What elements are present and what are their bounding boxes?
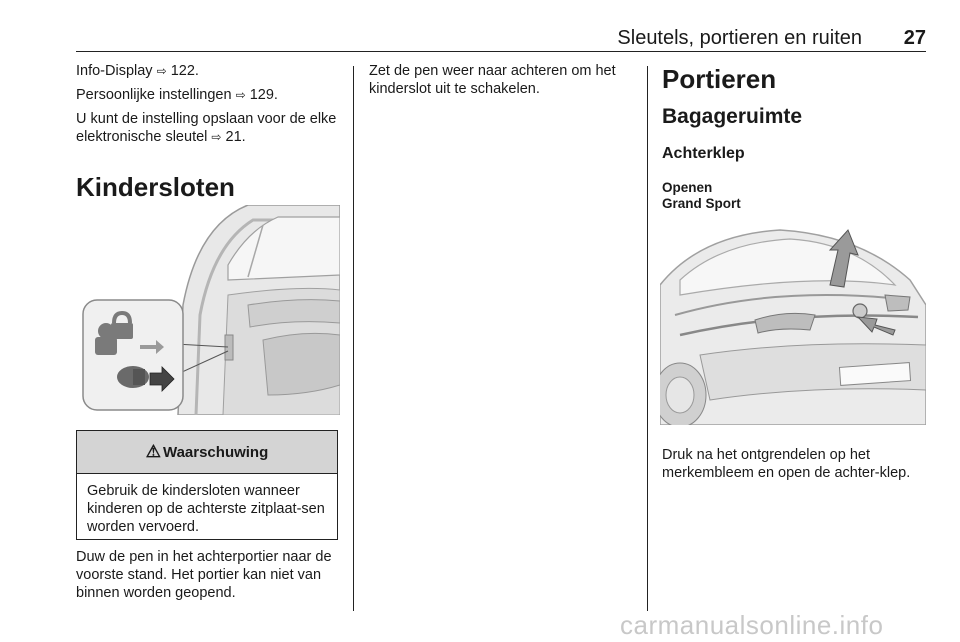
instruction-push-pin: Duw de pen in het achterportier naar de voorste stand. Het portier kan niet van binnen worden geopend. — [76, 549, 332, 601]
warning-header: ⚠ Waarschuwing — [77, 431, 337, 474]
page-number: 27 — [903, 27, 926, 49]
column-3 — [662, 64, 932, 212]
header-rule — [76, 51, 926, 52]
xref-link[interactable]: 21. — [225, 129, 246, 145]
heading-achterklep: Achterklep — [662, 145, 745, 162]
xref-personal-settings: Persoonlijke instellingen ⇨ 129. — [76, 87, 278, 103]
column-divider-1 — [353, 66, 354, 611]
warning-text: Gebruik de kindersloten wanneer kinderen op de achterste zitplaat-sen worden vervoerd. — [87, 483, 325, 535]
page-header — [76, 26, 926, 50]
arrow-icon: ⇨ — [156, 64, 167, 78]
warning-icon: ⚠ — [145, 442, 161, 461]
child-lock-illustration — [78, 205, 340, 415]
column-1 — [76, 62, 346, 152]
column-divider-2 — [647, 66, 648, 611]
heading-bagageruimte: Bagageruimte — [662, 105, 803, 128]
instruction-release-pin: Zet de pen weer naar achteren om het kinderslot uit te schakelen. — [369, 63, 616, 97]
warning-box — [76, 430, 338, 540]
xref-info-display: Info-Display ⇨ 122. — [76, 63, 199, 79]
heading-portieren: Portieren — [662, 64, 777, 94]
instruction-open-tailgate: Druk na het ontgrendelen op het merkembleem en open de achter-klep. — [662, 447, 911, 481]
heading-grand-sport: Grand Sport — [662, 196, 741, 211]
tailgate-illustration — [660, 225, 926, 425]
xref-key-settings: U kunt de instelling opslaan voor de elke elektronische sleutel ⇨ 21. — [76, 111, 337, 145]
column-2 — [369, 62, 641, 104]
xref-link[interactable]: 129. — [249, 87, 278, 103]
arrow-icon: ⇨ — [235, 88, 246, 102]
section-title: Sleutels, portieren en ruiten — [617, 27, 862, 49]
watermark: carmanualsonline.info — [620, 610, 884, 640]
heading-kindersloten: Kindersloten — [76, 172, 235, 202]
arrow-icon: ⇨ — [211, 130, 222, 144]
heading-openen: Openen — [662, 180, 713, 195]
xref-link[interactable]: 122. — [170, 63, 199, 79]
